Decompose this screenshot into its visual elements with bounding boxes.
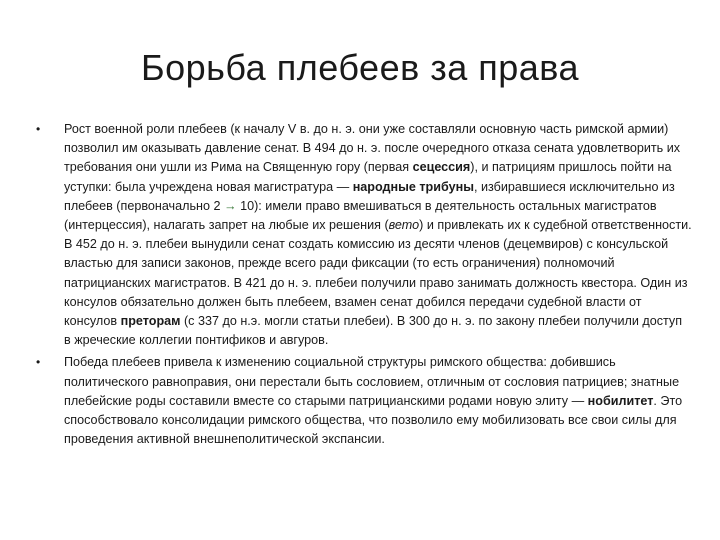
slide-title: Борьба плебеев за права (140, 47, 580, 88)
bullet-list (36, 120, 692, 452)
text-run: ) и привлекать их к судебной ответственности. В 452 до н. э. плебеи вынудили сенат создать комиссию из десяти членов (децемвиров) с консульской властью для записи законов, прежде всего ради фиксации (то есть ограничения) полномочий патрицианских магистратов. В 421 до н. э. плебеи получили право занимать должность квестора. Один из консулов обязательно должен быть плебеем, взамен сенат добился передачи судебной власти от консулов (64, 218, 692, 329)
bullet-text (64, 122, 692, 347)
arrow-right-icon: → (224, 198, 237, 213)
bold-term: народные трибуны (352, 179, 474, 194)
bullet-item (36, 353, 692, 449)
bullet-dot-icon: • (36, 122, 41, 136)
text-run: . Это способствовало консолидации римского общества, что позволило ему мобилизовать все свои силы для проведения активной внешнеполитической экспансии. (64, 393, 683, 447)
text-run: ), и патрициям пришлось пойти на уступки: была учреждена новая магистратура — (64, 160, 672, 194)
italic-term: вето (388, 218, 420, 233)
bullet-dot-icon: • (36, 355, 41, 370)
bullet-text (64, 355, 682, 446)
text-run: (с 337 до н.э. могли статьи плебеи). В 300 до н. э. по закону плебеи получили доступ в жреческие коллегии понтификов и авгуров. (64, 314, 683, 348)
bold-term: нобилитет (587, 393, 654, 408)
text-run: 10): имели право вмешиваться в деятельность остальных магистратов (интерцессия), налагать запрет на любые их решения ( (64, 198, 657, 233)
bold-term: сецессия (412, 160, 471, 175)
text-run: Победа плебеев привела к изменению социальной структуры римского общества: добившись политического равноправия, они перестали быть сословием, отличным от сословия патрициев; знатные плебейские роды составили вместе со старыми патрицианскими родами новую элиту — (64, 355, 680, 408)
text-run: Рост военной роли плебеев (к началу V в. до н. э. они уже составляли основную часть римской армии) позволил им оказывать давление сенат. В 494 до н. э. после очередного отказа сената удовлетворить их требования они ушли из Рима на Священную гору (первая (64, 122, 681, 175)
text-run: , избиравшиеся исключительно из плебеев (первоначально 2 (64, 179, 675, 213)
bold-term: преторам (120, 314, 181, 329)
bullet-item (36, 120, 692, 350)
